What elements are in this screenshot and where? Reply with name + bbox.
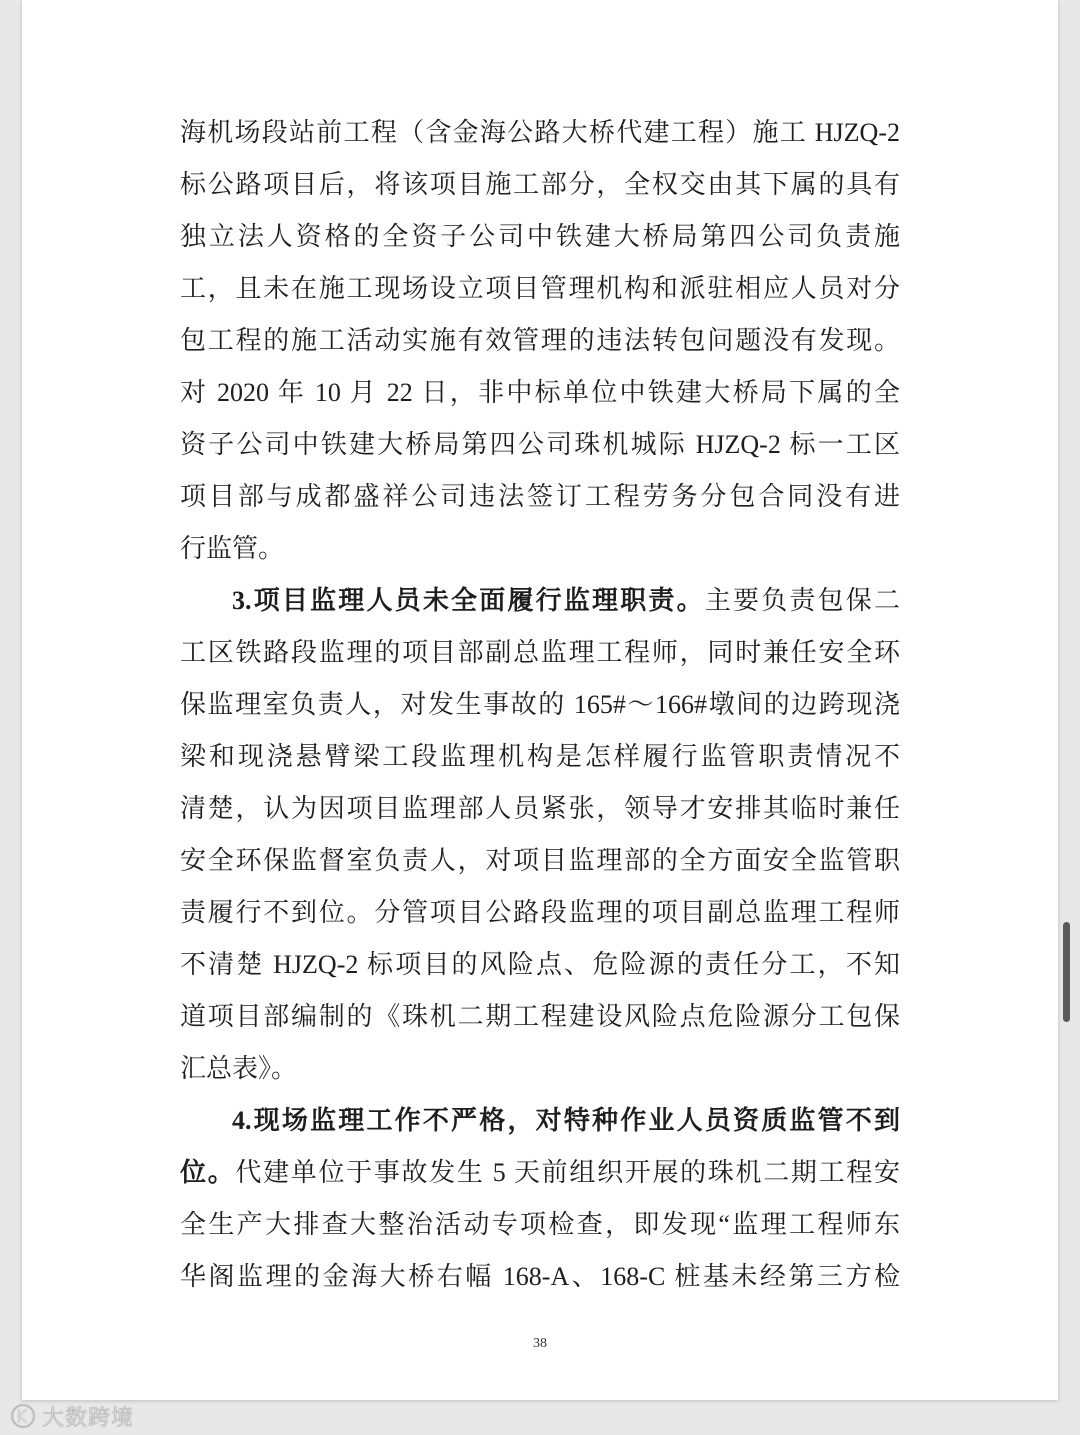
text-run: 代建单位于事故发生 5 天前组织开展的珠机二期工程安	[235, 1158, 900, 1187]
text-line: 保监理室负责人，对发生事故的 165#～166#墩间的边跨现浇	[180, 690, 900, 719]
watermark	[8, 1401, 134, 1431]
text-line: 不清楚 HJZQ-2 标项目的风险点、危险源的责任分工，不知	[180, 950, 900, 979]
text-line: 项目部与成都盛祥公司违法签订工程劳务分包合同没有进	[180, 482, 900, 511]
text-line: 汇总表》。	[180, 1054, 298, 1083]
text-line: 海机场段站前工程（含金海公路大桥代建工程）施工 HJZQ-2	[180, 118, 900, 147]
text-line: 工，且未在施工现场设立项目管理机构和派驻相应人员对分	[180, 274, 900, 303]
text-line: 梁和现浇悬臂梁工段监理机构是怎样履行监管职责情况不	[180, 742, 900, 771]
page-body	[180, 107, 900, 1303]
text-line	[180, 575, 900, 627]
text-line: 全生产大排查大整治活动专项检查，即发现“监理工程师东	[180, 1210, 900, 1239]
brand-logo-icon	[8, 1401, 38, 1431]
text-line: 安全环保监督室负责人，对项目监理部的全方面安全监管职	[180, 846, 900, 875]
text-line	[180, 1147, 900, 1199]
text-run: 主要负责包保二	[704, 586, 900, 615]
watermark-text: 大数跨境	[42, 1405, 135, 1431]
document-page	[22, 0, 1058, 1400]
text-line: 资子公司中铁建大桥局第四公司珠机城际 HJZQ-2 标一工区	[180, 430, 900, 459]
page-number: 38	[533, 1336, 547, 1351]
section-heading: 3.项目监理人员未全面履行监理职责。	[232, 586, 705, 615]
text-line: 独立法人资格的全资子公司中铁建大桥局第四公司负责施	[180, 222, 900, 251]
text-line: 行监管。	[180, 534, 285, 563]
section-heading: 位。	[180, 1158, 236, 1187]
text-line: 对 2020 年 10 月 22 日，非中标单位中铁建大桥局下属的全	[180, 378, 900, 407]
section-heading: 4.现场监理工作不严格，对特种作业人员资质监管不到	[232, 1106, 900, 1135]
text-line: 清楚，认为因项目监理部人员紧张，领导才安排其临时兼任	[180, 794, 900, 823]
text-line: 标公路项目后，将该项目施工部分，全权交由其下属的具有	[180, 170, 900, 199]
text-line: 责履行不到位。分管项目公路段监理的项目副总监理工程师	[180, 898, 900, 927]
text-line: 道项目部编制的《珠机二期工程建设风险点危险源分工包保	[180, 1002, 900, 1031]
text-line: 华阁监理的金海大桥右幅 168-A、168-C 桩基未经第三方检	[180, 1262, 900, 1291]
text-line: 工区铁路段监理的项目部副总监理工程师，同时兼任安全环	[180, 638, 900, 667]
text-line: 包工程的施工活动实施有效管理的违法转包问题没有发现。	[180, 326, 900, 355]
vertical-scrollbar[interactable]	[1063, 922, 1070, 1022]
